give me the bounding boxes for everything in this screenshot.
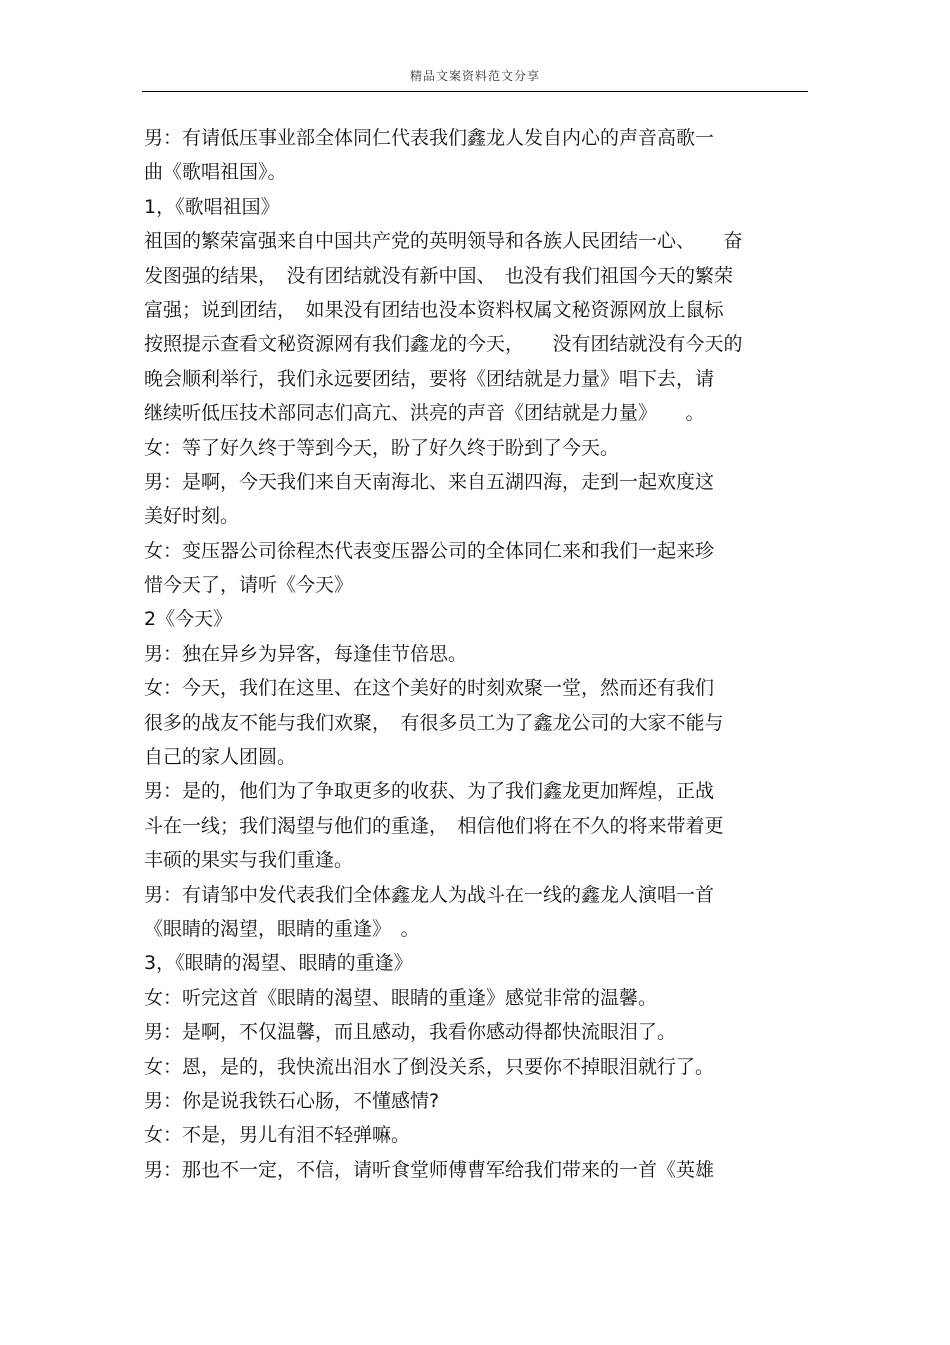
text-line: 按照提示查看文秘资源网有我们鑫龙的今天， 没有团结就没有今天的 <box>144 333 743 356</box>
document-body <box>144 121 794 1187</box>
text-line: 女：不是，男儿有泪不轻弹嘛。 <box>144 1124 411 1147</box>
text-line: 男：你是说我铁石心肠，不懂感情? <box>144 1089 440 1112</box>
text-line: 祖国的繁荣富强来自中国共产党的英明领导和各族人民团结一心、 奋 <box>144 230 743 253</box>
text-line: 1，《歌唱祖国》 <box>144 195 280 218</box>
text-line: 男：那也不一定，不信，请听食堂师傅曹军给我们带来的一首《英雄 <box>144 1158 715 1181</box>
text-line: 富强；说到团结， 如果没有团结也没本资料权属文秘资源网放上鼠标 <box>144 298 724 321</box>
text-line: 男：有请邹中发代表我们全体鑫龙人为战斗在一线的鑫龙人演唱一首 <box>144 883 715 906</box>
text-line: 女：听完这首《眼睛的渴望、眼睛的重逢》感觉非常的温馨。 <box>144 986 658 1009</box>
text-line: 男：是啊，今天我们来自天南海北、来自五湖四海，走到一起欢度这 <box>144 470 715 493</box>
text-line: 女：今天，我们在这里、在这个美好的时刻欢聚一堂，然而还有我们 <box>144 677 715 700</box>
text-line: 惜今天了，请听《今天》 <box>144 574 354 597</box>
text-line: 女：变压器公司徐程杰代表变压器公司的全体同仁来和我们一起来珍 <box>144 539 715 562</box>
text-line: 女：恩，是的，我快流出泪水了倒没关系，只要你不掉眼泪就行了。 <box>144 1055 715 1078</box>
text-line: 男：独在异乡为异客，每逢佳节倍思。 <box>144 642 468 665</box>
header-divider <box>142 91 808 92</box>
text-line: 曲《歌唱祖国》。 <box>144 161 287 184</box>
text-line: 发图强的结果， 没有团结就没有新中国、 也没有我们祖国今天的繁荣 <box>144 264 734 287</box>
text-line: 晚会顺利举行，我们永远要团结，要将《团结就是力量》唱下去，请 <box>144 367 715 390</box>
text-line: 男：是的，他们为了争取更多的收获、为了我们鑫龙更加辉煌，正战 <box>144 780 715 803</box>
text-line: 《眼睛的渴望，眼睛的重逢》 。 <box>144 917 420 940</box>
text-line: 女：等了好久终于等到今天，盼了好久终于盼到了今天。 <box>144 436 620 459</box>
text-line: 丰硕的果实与我们重逢。 <box>144 849 354 872</box>
text-line: 2《今天》 <box>144 608 233 631</box>
text-line: 自己的家人团圆。 <box>144 746 297 769</box>
text-line: 3，《眼睛的渴望、眼睛的重逢》 <box>144 952 413 975</box>
page-header: 精品文案资料范文分享 <box>409 69 540 83</box>
text-line: 男：有请低压事业部全体同仁代表我们鑫龙人发自内心的声音高歌一 <box>144 127 715 149</box>
text-line: 男：是啊，不仅温馨，而且感动，我看你感动得都快流眼泪了。 <box>144 1021 677 1044</box>
text-line: 继续听低压技术部同志们高亢、洪亮的声音《团结就是力量》 。 <box>144 402 705 425</box>
text-line: 斗在一线；我们渴望与他们的重逢， 相信他们将在不久的将来带着更 <box>144 814 724 837</box>
text-line: 很多的战友不能与我们欢聚， 有很多员工为了鑫龙公司的大家不能与 <box>144 711 724 734</box>
text-line: 美好时刻。 <box>144 505 240 528</box>
